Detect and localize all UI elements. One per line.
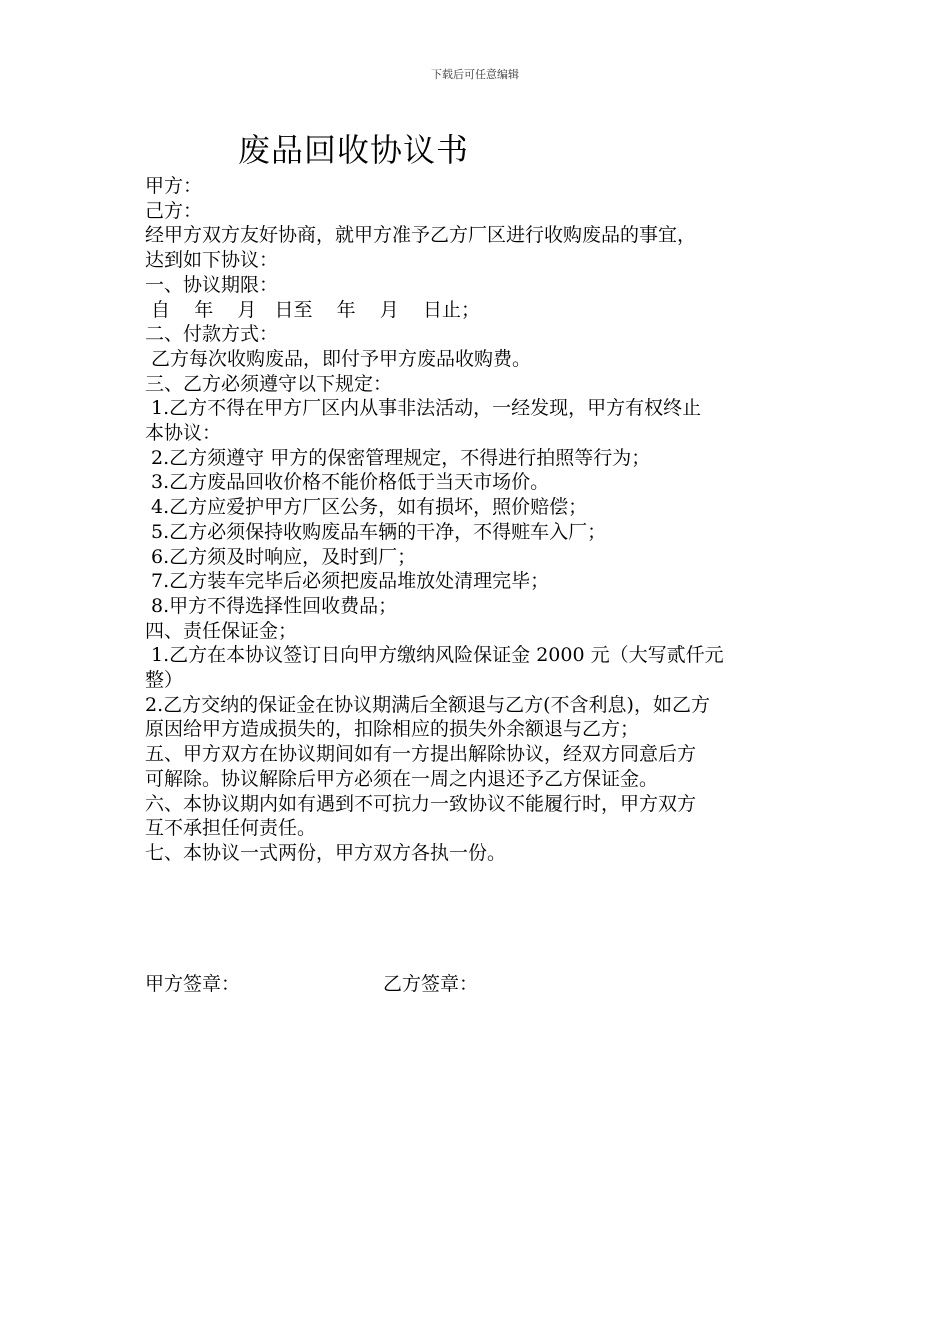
section-heading-payment: 二、付款方式：: [145, 323, 279, 346]
rule-5: 5.乙方必须保持收购废品车辆的干净，不得赃车入厂；: [145, 520, 607, 543]
section-heading-term: 一、协议期限：: [145, 273, 279, 296]
agreement-body: [145, 174, 815, 866]
party-b-signature-label: 乙方签章：: [383, 973, 479, 995]
rule-3: 3.乙方废品回收价格不能价格低于当天市场价。: [145, 471, 550, 494]
party-a-signature-label: 甲方签章：: [145, 973, 241, 995]
termination-line-2: 可解除。协议解除后甲方必须在一周之内退还予乙方保证金。: [145, 767, 659, 790]
rule-8: 8.甲方不得选择性回收费品；: [145, 594, 398, 617]
force-majeure-line-2: 互不承担任何责任。: [145, 817, 317, 840]
preamble-line-1: 经甲方双方友好协商，就甲方准予乙方厂区进行收购废品的事宜，: [145, 224, 697, 247]
copies-line: 七、本协议一式两份，甲方双方各执一份。: [145, 841, 507, 864]
rule-4: 4.乙方应爱护甲方厂区公务，如有损坏，照价赔偿；: [145, 496, 588, 519]
party-a-line: 甲方：: [145, 175, 203, 197]
header-note: 下载后可任意编辑: [431, 68, 519, 81]
rule-7: 7.乙方装车完毕后必须把废品堆放处清理完毕；: [145, 570, 550, 593]
payment-line: 乙方每次收购废品，即付予甲方废品收购费。: [145, 347, 532, 370]
document-title: 废品回收协议书: [238, 131, 470, 169]
section-heading-rules: 三、乙方必须遵守以下规定：: [145, 372, 393, 395]
deposit-2-line-2: 原因给甲方造成损失的，扣除相应的损失外余额退与乙方；: [145, 718, 640, 741]
force-majeure-line-1: 六、本协议期内如有遇到不可抗力一致协议不能履行时，甲方双方: [145, 792, 697, 815]
rule-1-line-1: 1.乙方不得在甲方厂区内从事非法活动，一经发现，甲方有权终止: [145, 397, 702, 420]
rule-2: 2.乙方须遵守 甲方的保密管理规定，不得进行拍照等行为；: [145, 446, 651, 469]
deposit-1-line-2: 整）: [145, 669, 184, 692]
party-b-line: 己方：: [145, 199, 203, 222]
termination-line-1: 五、甲方双方在协议期间如有一方提出解除协议，经双方同意后方: [145, 743, 697, 766]
rule-1-line-2: 本协议：: [145, 422, 222, 445]
preamble-line-2: 达到如下协议：: [145, 249, 279, 272]
section-heading-deposit: 四、责任保证金；: [145, 619, 298, 642]
deposit-1-line-1: 1.乙方在本协议签订日向甲方缴纳风险保证金 2000 元（大写贰仟元: [145, 644, 724, 667]
deposit-2-line-1: 2.乙方交纳的保证金在协议期满后全额退与乙方(不含利息)，如乙方: [145, 693, 710, 716]
rule-6: 6.乙方须及时响应，及时到厂；: [145, 545, 417, 568]
term-dates-line: 自 年 月 日至 年 月 日止；: [145, 298, 480, 321]
